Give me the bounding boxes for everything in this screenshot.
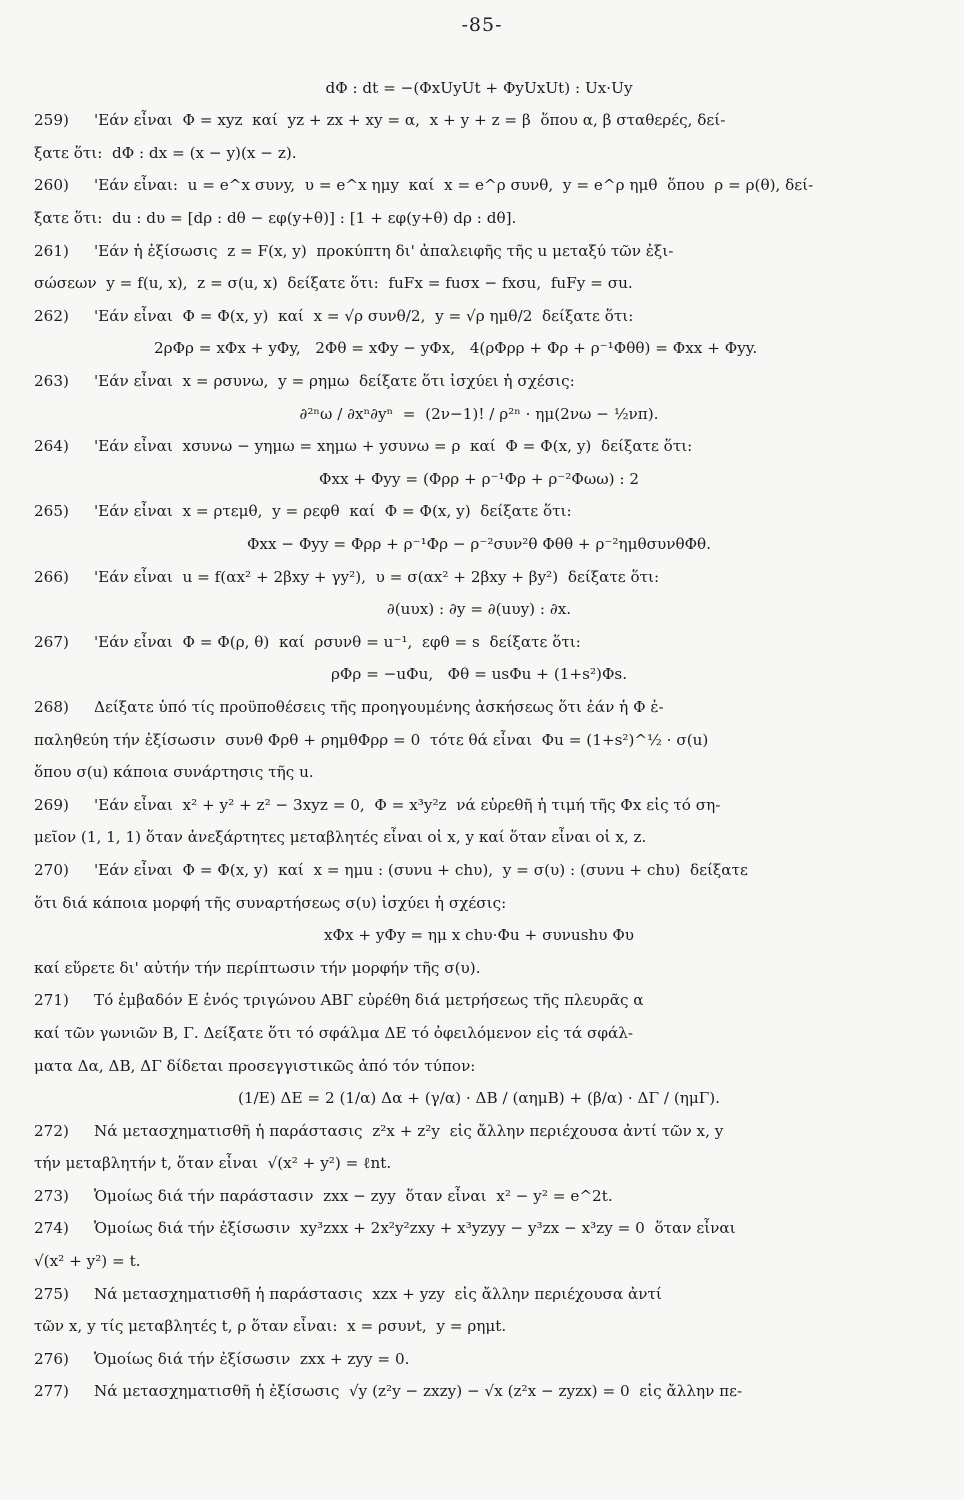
exercise-number: 267)	[34, 632, 69, 651]
exercise-line	[34, 691, 924, 724]
exercise-number: 271)	[34, 991, 69, 1010]
text-line	[34, 887, 924, 920]
exercise-line	[34, 105, 924, 138]
exercise-number: 268)	[34, 697, 69, 716]
line-text: 2ρΦρ = xΦx + yΦy, 2Φθ = xΦy − yΦx, 4(ρΦρρ + Φρ + ρ⁻¹Φθθ) = Φxx + Φyy.	[154, 339, 758, 358]
text-line	[34, 1245, 924, 1278]
line-text: Ὁμοίως διά τήν ἐξίσωσιν zxx + zyy = 0.	[94, 1349, 410, 1368]
exercise-line	[34, 626, 924, 659]
line-text: Νά μετασχηματισθῆ ἡ ἐξίσωσις √y (z²y − zxzy) − √x (z²x − zyzx) = 0 εἰς ἄλλην πε-	[94, 1382, 743, 1401]
line-text: 'Εάν εἶναι Φ = Φ(ρ, θ) καί ρσυνθ = u⁻¹, εφθ = s δείξατε ὅτι:	[94, 632, 581, 651]
line-text: 'Εάν εἶναι x = ρσυνω, y = ρημω δείξατε ὅτι ἰσχύει ἡ σχέσις:	[94, 372, 575, 391]
line-text: 'Εάν εἶναι u = f(αx² + 2βxy + γy²), υ = σ(αx² + 2βxy + βy²) δείξατε ὅτι:	[94, 567, 660, 586]
formula-line	[34, 919, 924, 952]
formula-line	[34, 528, 924, 561]
line-text: Δείξατε ὑπό τίς προϋποθέσεις τῆς προηγουμένης ἀσκήσεως ὅτι ἐάν ἡ Φ ἐ-	[94, 697, 664, 716]
exercise-line	[34, 496, 924, 529]
text-line	[34, 822, 924, 855]
text-line	[34, 202, 924, 235]
exercise-line	[34, 170, 924, 203]
line-text: Τό ἐμβαδόν Ε ἑνός τριγώνου ΑΒΓ εὑρέθη διά μετρήσεως τῆς πλευρᾶς α	[94, 991, 644, 1010]
exercise-line	[34, 300, 924, 333]
exercise-number: 263)	[34, 372, 69, 391]
line-text: ξατε ὅτι: dΦ : dx = (x − y)(x − z).	[34, 143, 297, 162]
line-text: 'Εάν εἶναι: u = e^x συνy, υ = e^x ημy καί x = e^ρ συνθ, y = e^ρ ημθ ὅπου ρ = ρ(θ), δεί-	[94, 176, 814, 195]
exercise-number: 264)	[34, 437, 69, 456]
line-text: ματα Δα, ΔΒ, ΔΓ δίδεται προσεγγιστικῶς ἀπό τόν τύπον:	[34, 1056, 476, 1075]
exercise-line	[34, 1180, 924, 1213]
line-text: ὅτι διά κάποια μορφή τῆς συναρτήσεως σ(υ) ἰσχύει ἡ σχέσις:	[34, 893, 507, 912]
line-text: 'Εάν εἶναι x² + y² + z² − 3xyz = 0, Φ = x³y²z νά εὑρεθῆ ἡ τιμή τῆς Φx εἰς τό ση-	[94, 795, 721, 814]
exercise-line	[34, 1343, 924, 1376]
line-text: (1/Ε) ΔΕ = 2 (1/α) Δα + (γ/α) · ΔΒ / (αημΒ) + (β/α) · ΔΓ / (ημΓ).	[237, 1089, 721, 1108]
line-text: 'Εάν εἶναι Φ = Φ(x, y) καί x = √ρ συνθ/2, y = √ρ ημθ/2 δείξατε ὅτι:	[94, 306, 634, 325]
exercise-line	[34, 1278, 924, 1311]
formula-line	[34, 659, 924, 692]
exercise-number: 266)	[34, 567, 69, 586]
exercise-number: 259)	[34, 111, 69, 130]
exercise-line	[34, 854, 924, 887]
text-line	[34, 1017, 924, 1050]
line-text: ∂²ⁿω / ∂xⁿ∂yⁿ = (2ν−1)! / ρ²ⁿ · ημ(2νω − ½νπ).	[299, 404, 659, 423]
line-text: 'Εάν εἶναι Φ = Φ(x, y) καί x = ημu : (συνu + chυ), y = σ(υ) : (συνu + chυ) δείξατε	[94, 860, 748, 879]
line-text: μεῖον (1, 1, 1) ὅταν ἀνεξάρτητες μεταβλητές εἶναι οἱ x, y καί ὅταν εἶναι οἱ x, z.	[34, 828, 647, 847]
line-text: Ὁμοίως διά τήν ἐξίσωσιν xy³zxx + 2x²y²zxy + x³yzyy − y³zx − x³zy = 0 ὅταν εἶναι	[94, 1219, 736, 1238]
page-number: -85-	[461, 14, 503, 36]
text-line	[34, 268, 924, 301]
line-text: ∂(uυx) : ∂y = ∂(uυy) : ∂x.	[386, 600, 572, 619]
exercise-line	[34, 431, 924, 464]
exercise-line	[34, 789, 924, 822]
line-text: σώσεων y = f(u, x), z = σ(u, x) δείξατε ὅτι: fuFx = fuσx − fxσu, fuFy = σu.	[34, 274, 633, 293]
line-text: √(x² + y²) = t.	[34, 1252, 141, 1271]
line-text: ξατε ὅτι: du : dυ = [dρ : dθ − εφ(y+θ)] : [1 + εφ(y+θ) dρ : dθ].	[34, 209, 517, 228]
line-text: 'Εάν εἶναι x = ρτεμθ, y = ρεφθ καί Φ = Φ(x, y) δείξατε ὅτι:	[94, 502, 572, 521]
line-text: τήν μεταβλητήν t, ὅταν εἶναι √(x² + y²) = ℓnt.	[34, 1154, 392, 1173]
text-line	[34, 137, 924, 170]
line-text: τῶν x, y τίς μεταβλητές t, ρ ὅταν εἶναι: x = ρσυνt, y = ρημt.	[34, 1317, 507, 1336]
line-text: 'Εάν εἶναι xσυνω − yημω = xημω + yσυνω = ρ καί Φ = Φ(x, y) δείξατε ὅτι:	[94, 437, 693, 456]
line-text: ρΦρ = −uΦu, Φθ = usΦu + (1+s²)Φs.	[330, 665, 628, 684]
text-line	[34, 1148, 924, 1181]
line-text: Φxx − Φyy = Φρρ + ρ⁻¹Φρ − ρ⁻²συν²θ Φθθ + ρ⁻²ημθσυνθΦθ.	[246, 535, 712, 553]
exercise-line	[34, 1213, 924, 1246]
exercise-number: 269)	[34, 795, 69, 814]
text-line	[34, 1050, 924, 1083]
line-text: dΦ : dt = −(ΦxUyUt + ΦyUxUt) : Ux·Uy	[325, 78, 633, 97]
exercise-number: 262)	[34, 306, 69, 325]
exercise-number: 276)	[34, 1349, 69, 1368]
text-line	[34, 724, 924, 757]
line-text: 'Εάν ἡ ἐξίσωσις z = F(x, y) προκύπτη δι' ἀπαλειφῆς τῆς u μεταξύ τῶν ἐξι-	[94, 241, 674, 260]
exercise-line	[34, 1115, 924, 1148]
formula-line	[34, 398, 924, 431]
text-line	[34, 1311, 924, 1344]
line-text: Ὁμοίως διά τήν παράστασιν zxx − zyy ὅταν εἶναι x² − y² = e^2t.	[94, 1186, 613, 1205]
line-text: xΦx + yΦy = ημ x chυ·Φu + συνushυ Φυ	[323, 926, 635, 945]
exercise-number: 274)	[34, 1219, 69, 1238]
exercise-number: 260)	[34, 176, 69, 195]
exercise-number: 270)	[34, 860, 69, 879]
formula-line	[34, 594, 924, 627]
line-text: Νά μετασχηματισθῆ ἡ παράστασις z²x + z²y εἰς ἄλλην περιέχουσα ἀντί τῶν x, y	[94, 1121, 724, 1140]
text-line	[34, 952, 924, 985]
text-line	[34, 756, 924, 789]
formula-line	[34, 1082, 924, 1115]
exercise-line	[34, 985, 924, 1018]
exercise-line	[34, 561, 924, 594]
formula-line	[34, 463, 924, 496]
exercise-line	[34, 235, 924, 268]
line-text: Νά μετασχηματισθῆ ἡ παράστασις xzx + yzy εἰς ἄλλην περιέχουσα ἀντί	[94, 1284, 662, 1303]
exercise-number: 275)	[34, 1284, 69, 1303]
formula-line	[34, 72, 924, 105]
exercise-number: 265)	[34, 502, 69, 521]
formula-line	[34, 333, 924, 366]
exercise-number: 272)	[34, 1121, 69, 1140]
line-text: Φxx + Φyy = (Φρρ + ρ⁻¹Φρ + ρ⁻²Φωω) : 2	[319, 469, 639, 488]
text-body	[34, 72, 924, 1408]
exercise-line	[34, 1376, 924, 1409]
line-text: ὅπου σ(u) κάποια συνάρτησις τῆς u.	[34, 763, 314, 782]
exercise-number: 273)	[34, 1186, 69, 1205]
exercise-number: 277)	[34, 1382, 69, 1401]
exercise-line	[34, 365, 924, 398]
exercise-number: 261)	[34, 241, 69, 260]
line-text: 'Εάν εἶναι Φ = xyz καί yz + zx + xy = α, x + y + z = β ὅπου α, β σταθερές, δεί-	[94, 111, 726, 130]
line-text: καί εὕρετε δι' αὐτήν τήν περίπτωσιν τήν μορφήν τῆς σ(υ).	[34, 958, 481, 977]
line-text: παληθεύη τήν ἐξίσωσιν συνθ Φρθ + ρημθΦρρ = 0 τότε θά εἶναι Φu = (1+s²)^½ · σ(u)	[34, 730, 709, 749]
line-text: καί τῶν γωνιῶν Β, Γ. Δείξατε ὅτι τό σφάλμα ΔΕ τό ὀφειλόμενον εἰς τά σφάλ-	[34, 1023, 633, 1042]
